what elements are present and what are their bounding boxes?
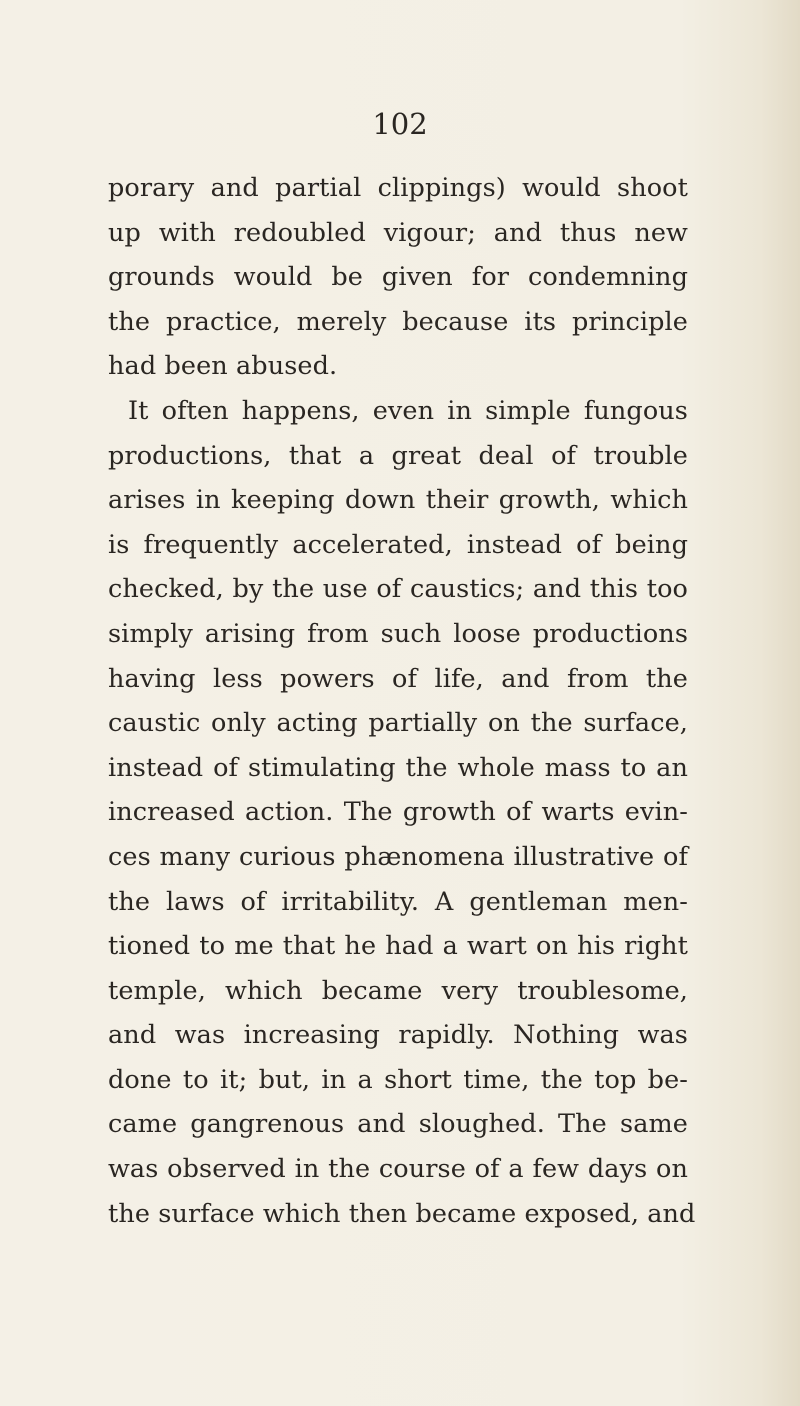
text-line: instead of stimulating the whole mass to an	[108, 752, 688, 783]
text-line: simply arising from such loose productions	[108, 618, 688, 649]
text-line: productions, that a great deal of trouble	[108, 440, 688, 471]
text-line: having less powers of life, and from the	[108, 663, 688, 694]
text-line: It often happens, even in simple fungous	[128, 395, 688, 426]
text-line: temple, which became very troublesome,	[108, 975, 688, 1006]
text-line: was observed in the course of a few days on	[108, 1154, 688, 1185]
text-line: is frequently accelerated, instead of being	[108, 529, 688, 560]
text-line: the practice, merely because its principle	[108, 306, 688, 337]
text-line: up with redoubled vigour; and thus new	[108, 217, 688, 248]
page-number: 102	[372, 107, 428, 141]
text-line: caustic only acting partially on the surface,	[108, 708, 688, 739]
body-text	[108, 166, 696, 1236]
text-line: the surface which then became exposed, and	[108, 1198, 696, 1229]
text-line: increased action. The growth of warts evin-	[108, 797, 688, 828]
text-line: came gangrenous and sloughed. The same	[108, 1109, 688, 1140]
text-line: and was increasing rapidly. Nothing was	[108, 1020, 688, 1051]
text-line: arises in keeping down their growth, which	[108, 485, 688, 516]
text-line: had been abused.	[108, 351, 338, 382]
text-line: porary and partial clippings) would shoot	[108, 173, 688, 203]
text-line: tioned to me that he had a wart on his right	[108, 931, 688, 962]
text-line: the laws of irritability. A gentleman men-	[108, 886, 688, 917]
text-line: grounds would be given for condemning	[108, 262, 688, 293]
text-line: ces many curious phænomena illustrative of	[108, 841, 688, 872]
text-line: checked, by the use of caustics; and this too	[108, 574, 688, 605]
text-line: done to it; but, in a short time, the top be-	[108, 1064, 688, 1095]
